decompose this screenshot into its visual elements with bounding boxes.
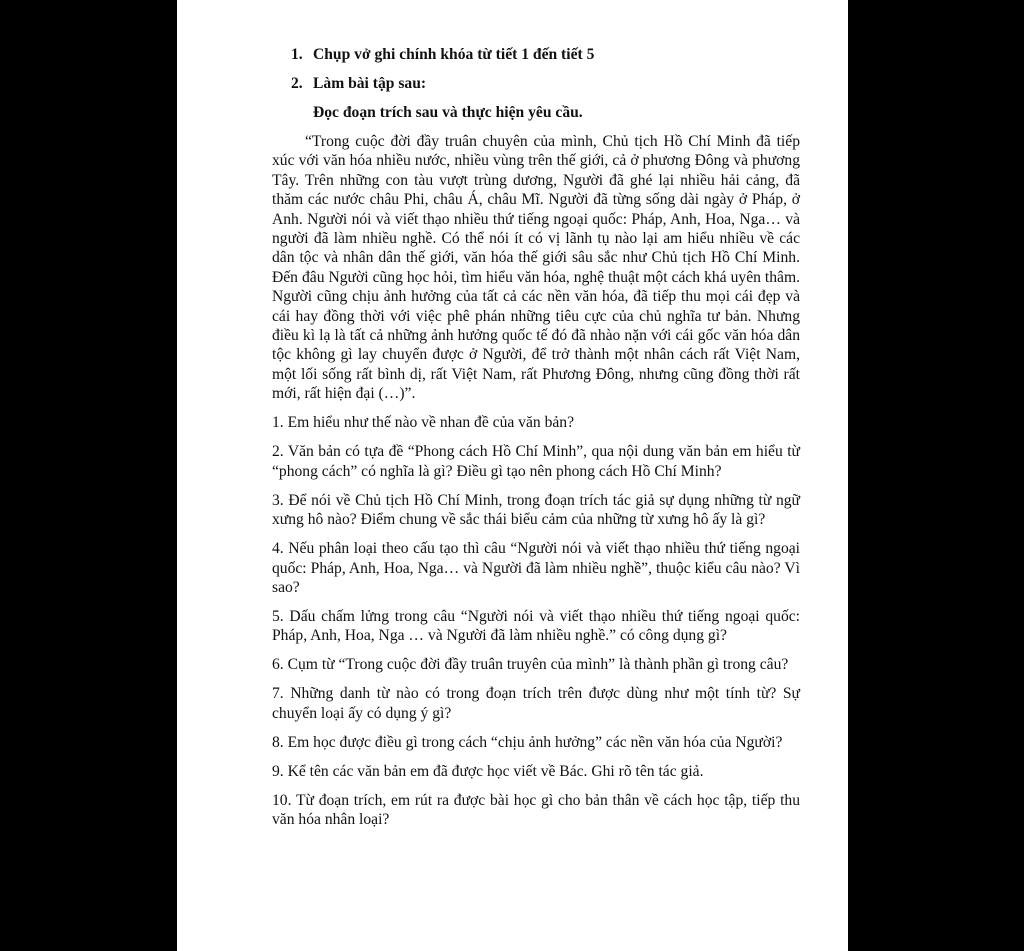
question-item: 1. Em hiểu như thế nào về nhan đề của văn bản?: [272, 414, 575, 432]
question-item: 2. Văn bản có tựa đề “Phong cách Hồ Chí Minh”, qua nội dung văn bản em hiểu từ “phong cách” có nghĩa là gì? Điều gì tạo nên phong cách Hồ Chí Minh?: [272, 443, 800, 480]
question-item: 3. Để nói về Chủ tịch Hồ Chí Minh, trong đoạn trích tác giả sự dụng những từ ngữ xưng hô nào? Điểm chung về sắc thái biểu cảm của những từ xưng hô ấy là gì?: [272, 491, 800, 529]
question-item: 9. Kể tên các văn bản em đã được học viết về Bác. Ghi rõ tên tác giả.: [272, 762, 704, 780]
document-content: [272, 45, 800, 839]
document-page: [177, 0, 848, 951]
task-item: [291, 74, 800, 93]
task-text: Làm bài tập sau:: [313, 75, 427, 92]
task-text: Chụp vở ghi chính khóa từ tiết 1 đến tiết 5: [313, 46, 595, 63]
question-item: 4. Nếu phân loại theo cấu tạo thì câu “Người nói và viết thạo nhiều thứ tiếng ngoại quốc: Pháp, Anh, Hoa, Nga… và Người đã làm nhiều nghề”, thuộc kiểu câu nào? Vì sao?: [272, 540, 800, 596]
excerpt-paragraph: “Trong cuộc đời đầy truân chuyên của mình, Chủ tịch Hồ Chí Minh đã tiếp xúc với văn hóa nhiều nước, nhiều vùng trên thế giới, cả ở phương Đông và phương Tây. Trên những con tàu vượt trùng dương, Người đã ghé lại nhiều hải cảng, đã thăm các nước châu Phi, châu Á, châu Mĩ. Người đã từng sống dài ngày ở Pháp, ở Anh. Người nói và viết thạo nhiều thứ tiếng ngoại quốc: Pháp, Anh, Hoa, Nga… và người đã làm nhiều nghề. Có thể nói ít có vị lãnh tụ nào lại am hiểu nhiều về các dân tộc và nhân dân thế giới, văn hóa thế giới sâu sắc như Chủ tịch Hồ Chí Minh. Đến đâu Người cũng học hỏi, tìm hiểu văn hóa, nghệ thuật một cách khá uyên thâm. Người cũng chịu ảnh hưởng của tất cả các nền văn hóa, đã tiếp thu mọi cái đẹp và cái hay đồng thời với việc phê phán những tiêu cực của chủ nghĩa tư bản. Nhưng điều kì lạ là tất cả những ảnh hưởng quốc tế đó đã nhào nặn với cái gốc văn hóa dân tộc không gì lay chuyển được ở Người, để trở thành một nhân cách rất Việt Nam, một lối sống rất bình dị, rất Việt Nam, rất Phương Đông, nhưng cũng đồng thời rất mới, rất hiện đại (…)”.: [272, 133, 800, 403]
instruction-heading: Đọc đoạn trích sau và thực hiện yêu cầu.: [313, 104, 583, 121]
question-item: 8. Em học được điều gì trong cách “chịu ảnh hưởng” các nền văn hóa của Người?: [272, 733, 783, 751]
task-number: 1.: [291, 46, 303, 63]
question-item: 10. Từ đoạn trích, em rút ra được bài học gì cho bản thân về cách học tập, tiếp thu văn hóa nhân loại?: [272, 791, 800, 829]
question-item: 6. Cụm từ “Trong cuộc đời đầy truân truyên của mình” là thành phần gì trong câu?: [272, 656, 789, 674]
task-item: [291, 45, 800, 64]
question-item: 5. Dấu chấm lửng trong câu “Người nói và viết thạo nhiều thứ tiếng ngoại quốc: Pháp, Anh, Hoa, Nga … và Người đã làm nhiều nghề.” có công dụng gì?: [272, 607, 800, 645]
question-item: 7. Những danh từ nào có trong đoạn trích trên được dùng như một tính từ? Sự chuyển loại ấy có dụng ý gì?: [272, 685, 800, 722]
task-number: 2.: [291, 75, 303, 92]
